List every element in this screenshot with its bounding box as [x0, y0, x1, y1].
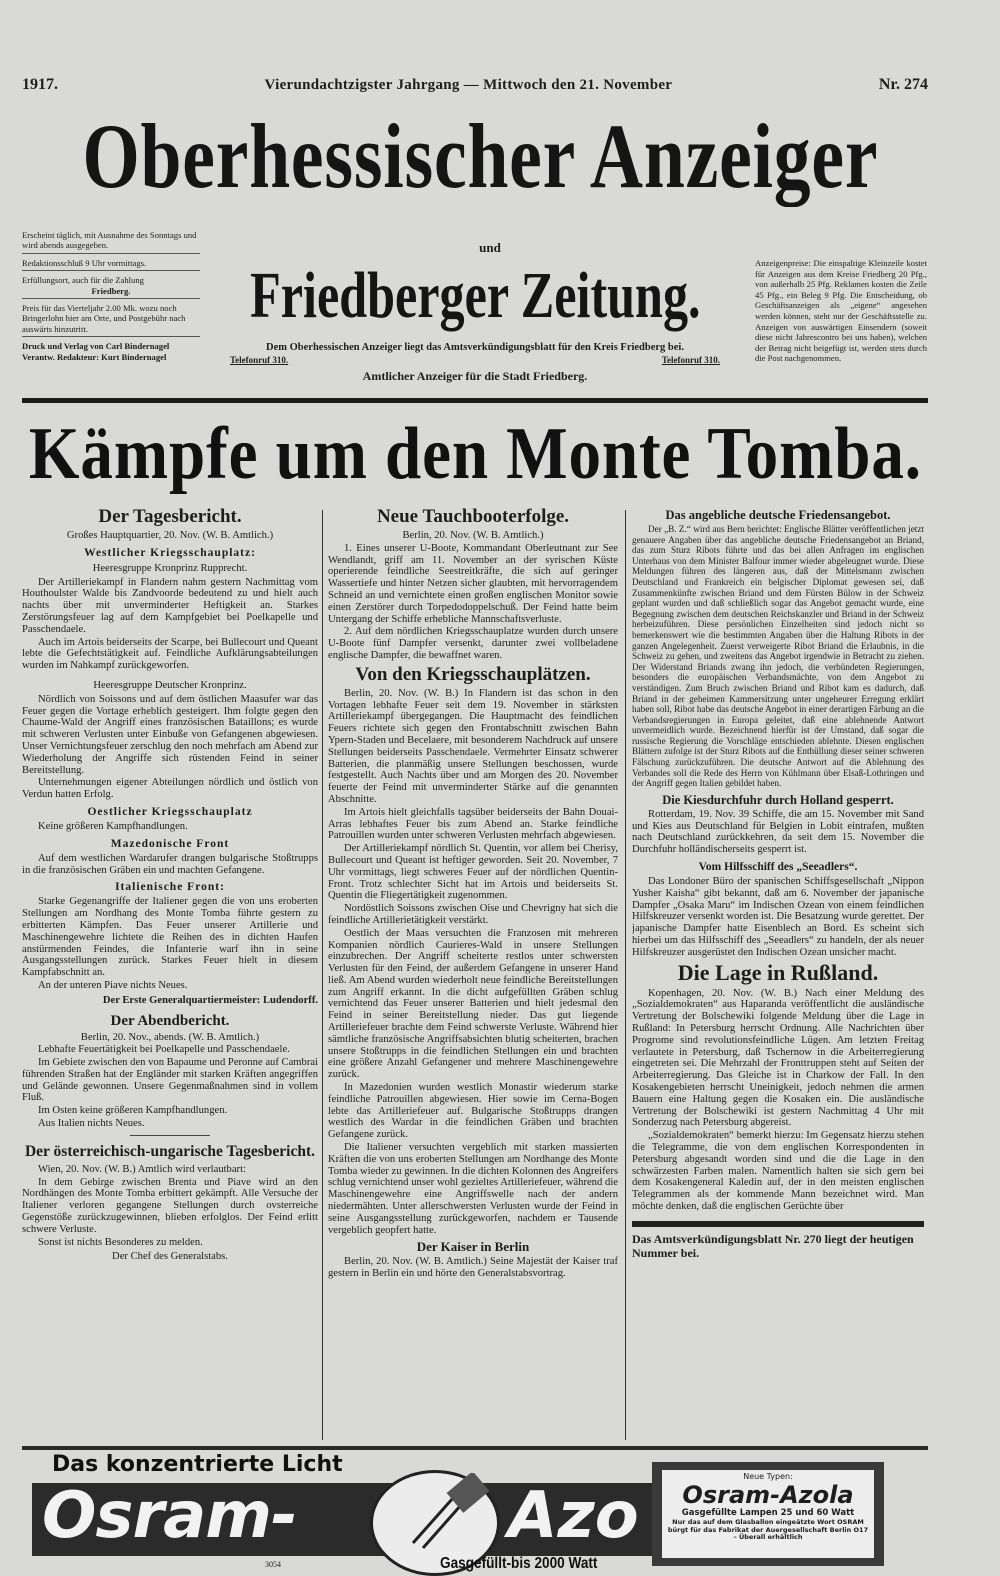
paragraph: Im Artois hielt gleichfalls tagsüber beiderseits der Bahn Douai-Arras lebhaftes Feuer bis zum Abend an. Starke feindliche Patrouillen wurden unter schweren Verlusten mehrfach abgewiesen.: [328, 806, 618, 842]
main-headline-text: Kämpfe um den Monte Tomba.: [28, 413, 922, 495]
ad-brand-osram: Osram-: [42, 1479, 297, 1553]
subsection-heading: Heeresgruppe Kronprinz Rupprecht.: [92, 562, 248, 574]
signature: Der Chef des Generalstabs.: [112, 1251, 228, 1263]
article-dateline: Großes Hauptquartier, 20. Nov. (W. B. Amtlich.): [66, 530, 274, 541]
paragraph: Wien, 20. Nov. (W. B.) Amtlich wird verlautbart:: [38, 1163, 246, 1175]
info-place: [22, 273, 200, 299]
article-title: Der Tagesbericht.: [98, 506, 242, 527]
publication-info: [22, 228, 200, 366]
header-rule: [22, 398, 928, 403]
article-dateline: Berlin, 20. Nov., abends. (W. B. Amtlich.): [80, 1031, 260, 1043]
top-line: [22, 74, 928, 96]
masthead-text: Oberhessischer Anzeiger: [82, 105, 878, 207]
paragraph: Auf dem westlichen Wardarufer drangen bulgarische Stoßtrupps in die französischen Gräben ein und machten Gefangene.: [22, 852, 318, 876]
paragraph: Starke Gegenangriffe der Italiener gegen die von uns eroberten Stellungen am Nordhang des Monte Tomba führte gestern zu erbitterten Kämpfen. Das Feuer unserer Artillerie und Maschinengewehre lichtete die Reihen des in dichten Haufen anstürmenden Feindes, die Infanterie warf ihn in seine Ausgangsstellungen zurück. Starkes Feuer hielt in diesem Kampfabschnitt an.: [22, 896, 318, 979]
ad-azola: Osram-Azola: [682, 1481, 854, 1509]
article-title: Der Kaiser in Berlin: [416, 1239, 530, 1255]
column-divider: [625, 510, 626, 1440]
ad-brand-azo: Azo: [508, 1479, 639, 1553]
paragraph: Nördlich von Soissons und auf dem östlichen Maasufer war das Feuer gegen die Vortage erheblich gesteigert. Ihm folgte gegen den Chaume-Wald der Angriff eines französischen Bataillons; es wurde mit schweren Verlusten unter Einbuße von Gefangenen abgewiesen. Unser Vernichtungsfeuer zerschlug den noch mehrfach am Abend zur Wiederholung der Angriffe sich rüstenden Feind in seiner Bereitstellung.: [22, 693, 318, 776]
main-headline: [22, 408, 928, 500]
article-title: Die Kiesdurchfuhr durch Holland gesperrt.: [662, 792, 894, 807]
masthead-und: und: [479, 240, 501, 255]
signature: Der Erste Generalquartiermeister: Ludendorff.: [102, 994, 318, 1006]
paragraph: Der Artilleriekampf nördlich St. Quentin, vor allem bei Cherisy, Bullecourt und Queant ist heftiger geworden. Seit 20. November, 7 Uhr vormittags, liegt schweres Feuer auf der nördlichen Quentin-Front. Trotz schlechter Sicht hat im Artois und beiderseits St. Quentin die Fliegertätigkeit zugenommen.: [328, 843, 618, 902]
article-title: Der österreichisch-ungarische Tagesbericht.: [24, 1142, 316, 1160]
supplement-note: Dem Oberhessischen Anzeiger liegt das Amtsverkündigungsblatt für den Kreis Friedberg bei.: [266, 342, 684, 353]
article-title: Der Abendbericht.: [110, 1012, 230, 1029]
paragraph: Der Artilleriekampf in Flandern nahm gestern Nachmittag vom Houthoulster Walde bis Zandvoorde bedeutend zu und hielt auch nachts über mit unverminderter Heftigkeit an. Starkes Zerstörungsfeuer lag auf dem Kampfgebiet bei Poelkapelle und Passchendaele.: [22, 576, 318, 635]
issue-number: Nr. 274: [878, 76, 928, 93]
info-publisher: Druck und Verlag von Carl Bindernagel Verantw. Redakteur: Kurt Bindernagel: [22, 341, 170, 362]
paragraph: 1. Eines unserer U-Boote, Kommandant Oberleutnant zur See Wendlandt, griff am 11. November an der syrischen Küste operierende feindliche Seestreitkräfte, die sich auf geringer Wassertiefe und hinter Netzen sicher glaubten, mit hervorragendem Schneid an und vernichtete einen großen englischen Monitor sowie einen Zerstörer durch Torpedodoppelschuß. Der Feind hatte beim Untergang der Schiffe erhebliche Mannschaftsverluste.: [328, 542, 618, 625]
ad-box: [652, 1462, 884, 1566]
column-1: [22, 504, 318, 1444]
subsection-heading: Heeresgruppe Deutscher Kronprinz.: [93, 679, 247, 691]
ad-rule: [22, 1446, 928, 1450]
ad-tagline: Das konzentrierte Licht: [52, 1452, 343, 1477]
info-price: Preis für das Vierteljahr 2.00 Mk. wozu noch Bringerlohn hier am Orte, und Postgebühr nach auswärts hinzutritt.: [22, 301, 200, 337]
masthead-subtitle: [215, 252, 735, 340]
column-divider: [322, 510, 323, 1440]
telephone-row: [230, 354, 720, 366]
article-title: Das angebliche deutsche Friedensangebot.: [665, 508, 891, 522]
paragraph: Aus Italien nichts Neues.: [38, 1118, 145, 1130]
info-place-city: Friedberg.: [91, 285, 131, 296]
article-title: Vom Hilfsschiff des „Seeadlers“.: [698, 861, 858, 874]
paragraph: Das Londoner Büro der spanischen Schiffsgesellschaft „Nippon Yusher Kaisha“ gibt bekannt, daß am 6. November der japanische Dampfer „Osaka Maru“ im Indischen Ozean von einem feindlichen Hilfskreuzer versenkt worden ist. Die Besatzung wurde gerettet. Der japanische Dampfer hatte Eisenblech an Bord. Es scheint sich hierbei um das Hilfsschiff des „Seeadlers“ zu handeln, der als neuer Hilfskreuzer ausgerüstet den Indischen Ozean unsicher macht.: [632, 876, 924, 958]
column-3: [632, 504, 924, 1444]
info-publication: Erscheint täglich, mit Ausnahme des Sonntags und wird abends ausgegeben.: [22, 228, 200, 254]
paragraph: Der „B. Z.“ wird aus Bern berichtet: Englische Blätter veröffentlichen jetzt genauere Angaben über das angebliche deutsche Friedensangebot an Briand, das zum Sturz Ribots führte und das bei allen Anfragen im englischen Unterhaus von dem Minister Balfour immer wieder abgeleugnet wurde. Diese Meldungen führen des längeren aus, daß der Mittelsmann zwischen Deutschland und Frankreich ein belgischer Diplomat gewesen sei, daß Zusammenkünfte zwischen Briand und dem Fürsten Bülow in der Schweiz geplant wurden und daß schließlich sogar das Angebot gemacht wurde, eine Begegnung zwischen dem deutschen Reichskanzler und Briand in der Schweiz herbeizuführen. Diese persönlichen Einzelheiten sind jedoch nicht so bemerkenswert wie die bestimmten Angaben über die Haltung Ribots in der ganzen Angelegenheit. Zuerst verweigerte Ribot Briand die Erlaubnis, in die Schweiz zu gehen, und zweitens das Angebot irgendwie in Betracht zu ziehen. Der Widerstand Briands zwang ihn jedoch, die verbündeten Regierungen, besonders die europäischen Verbandsmächte, von dem Angebot zu verständigen. Zum Bruch zwischen Briand und Ribot kam es dadurch, daß Briand in der geheimen Kammersitzung unter ungeheurer Erregung erklärt haben soll, Ribot habe das deutsche Angebot in einer derartigen Färbung an die Verbandsregierungen in Europa geleitet, daß eine ablehnende Antwort unvermeidlich wurde. Bezeichnend hierfür ist der Umstand, daß sogar die russische Regierung die Vorschläge entschieden ablehnte. Diesen englischen Blättern zufolge ist der Sturz Ribots auf die Enthüllung dieser seiner schweren Fälschung zurückzuführen. Die deutsche Antwort auf die Ablehnung des Verbandes soll die Rede des Herrn von Kühlmann über Elsaß-Lothringen und der Angriff gegen Italien gebildet haben.: [632, 524, 924, 789]
year: 1917.: [22, 76, 58, 93]
paragraph: 2. Auf dem nördlichen Kriegsschauplatze wurden durch unsere U-Boote fünf Dampfer versenkt, darunter zwei vollbeladene englische Dampfer, die bewaffnet waren.: [328, 626, 618, 661]
supplement-note-block: [230, 342, 720, 382]
article-title: Die Lage in Rußland.: [677, 959, 879, 985]
dateline: Vierundachtzigster Jahrgang — Mittwoch den 21. November: [264, 76, 673, 93]
paragraph: Berlin, 20. Nov. (W. B.) In Flandern ist das schon in den Vortagen lebhafte Feuer seit dem 19. November in stärksten Artilleriekampf übergegangen. Die Hauptmacht des feindlichen Feuers richtete sich gegen den Frontabschnitt zwischen Bahn Ypern-Staden und Becelaere, mit besonderem Nachdruck auf unsere Stellungen beiderseits Passchendaele. Vermehrter Einsatz schwerer Batterien, die planmäßig unsere Stellungen beschossen, wurde festgestellt. Auch Nachts über und am Morgen des 20. November feuerte der Feind mit unverminderter Stärke auf die genannten Abschnitte.: [328, 687, 618, 805]
info-deadline: Redaktionsschluß 9 Uhr vormittags.: [22, 256, 200, 271]
ad-prices-info: Anzeigenpreise: Die einspaltige Kleinzeile kostet für Anzeigen aus dem Kreise Friedberg 20 Pfg., von außerhalb 25 Pfg. Reklamen kosten die Zeile 45 Pfg., ein Beleg 9 Pfg. Die Entscheidung, ob Geschäftsanzeigen als „eigene“ angesehen werden können, steht nur der Geschäftsstelle zu. Anzeigen von auswärtigen Einsendern (soweit diese nicht Jahrescontro bei uns haben), welchen der Betrag nicht beigefügt ist, werden stets durch die Post nachgenommen.: [755, 258, 927, 364]
supplement-notice: Das Amtsverkündigungsblatt Nr. 270 liegt der heutigen Nummer bei.: [632, 1221, 924, 1260]
paragraph: In Mazedonien wurden westlich Monastir wiederum starke feindliche Patrouillen abgewiesen. Hier sowie im Cerna-Bogen lebte das Artilleriefeuer auf. Bulgarische Stoßtrupps drangen westlich des Wardar in die feindlichen Gräben und brachten Gefangene zurück.: [328, 1082, 618, 1141]
paragraph: Berlin, 20. Nov. (W. B. Amtlich.) Seine Majestät der Kaiser traf gestern in Berlin ein und hörte den Generalstabsvortrag.: [328, 1256, 618, 1280]
telephone-left: Telefonruf 310.: [230, 355, 289, 365]
paragraph: Kopenhagen, 20. Nov. (W. B.) Nach einer Meldung des „Sozialdemokraten“ aus Haparanda veröffentlicht die ausländische Vertretung der Bolschewiki folgende Meldung über die Lage in Rußland: In Petersburg herrscht Ordnung. Alle Nachrichten über Progrome sind revolutionsfeindliche Lügen. Am letzten Freitag verlautete in Petersburg, daß Tschernow in die Arbeiterregierung eingetreten sei. Die Mehrzahl der Fronttruppen steht auf Seiten der Arbeiterregierung. Das Gleiche ist in Charkow der Fall. In den Kosakengebieten herrscht Uneinigkeit, jedoch nehmen die armen Bauern eine Haltung gegen die Kosaken ein. Die ausländische Vertretung der Bolschewiki ist gestern Nachmittag 4 Uhr mit Sonderzug nach Petersburg abgereist.: [632, 987, 924, 1129]
paragraph: Lebhafte Feuertätigkeit bei Poelkapelle und Passchendaele.: [38, 1044, 290, 1056]
paragraph: Im Osten keine größeren Kampfhandlungen.: [38, 1105, 228, 1117]
section-heading: Mazedonische Front: [110, 837, 230, 850]
paragraph: Rotterdam, 19. Nov. 39 Schiffe, die am 15. November mit Sand und Kies aus Deutschland für Belgien in Lobit eintrafen, mußten nach Deutschland zurückkehren, da seit dem 15. November die Durchfuhr holländischerseits gesperrt ist.: [632, 808, 924, 856]
info-place-label: Erfüllungsort, auch für die Zahlung: [22, 275, 144, 286]
official-note: Amtlicher Anzeiger für die Stadt Friedberg.: [362, 369, 588, 383]
paragraph: Nordöstlich Soissons zwischen Oise und Chevrigny hat sich die feindliche Artillerietätigkeit verstärkt.: [328, 903, 618, 926]
paragraph: Im Gebiete zwischen den von Bapaume und Peronne auf Cambrai führenden Straßen hat der Engländer mit starken Kräften angegriffen und Gelände gewonnen. Unsere Gegenmaßnahmen sind in vollem Fluß.: [22, 1057, 318, 1104]
article-dateline: Berlin, 20. Nov. (W. B. Amtlich.): [402, 530, 544, 541]
ad-lamps: Gasgefüllte Lampen 25 und 60 Watt: [681, 1508, 855, 1518]
paragraph: An der unteren Piave nichts Neues.: [38, 979, 188, 991]
paragraph: Auch im Artois beiderseits der Scarpe, bei Bullecourt und Queant lebte die Gefechtstätigkeit auf. Feindliche Aufklärungsabteilungen wurden im Nahkampf zurückgeworfen.: [22, 636, 318, 672]
article-title: Neue Tauchbooterfolge.: [376, 506, 570, 527]
masthead-subtitle-text: Friedberger Zeitung.: [249, 259, 701, 332]
divider: [130, 1135, 210, 1136]
paragraph: Unternehmungen eigener Abteilungen nördlich und östlich von Verdun hatten Erfolg.: [22, 777, 318, 801]
paragraph: Sonst ist nichts Besonderes zu melden.: [38, 1236, 203, 1248]
ad-fineprint: Nur das auf dem Glasballon eingeätzte Wort OSRAM bürgt für das Fabrikat der Auergesellschaft Berlin O17 – Überall erhältlich: [667, 1518, 869, 1541]
ad-new-types: Neue Typen:: [743, 1472, 793, 1481]
ad-box-inner: [662, 1470, 874, 1558]
paragraph: Keine größeren Kampfhandlungen.: [38, 820, 188, 832]
section-heading: Italienische Front:: [115, 881, 225, 894]
paragraph: Die Italiener versuchten vergeblich mit starken massierten Kräften die von uns eroberten Stellungen am Nordhange des Monte Tomba wieder zu gewinnen. In die dichten Kolonnen des Angreifers schlug vernichtend unser wohl gezieltes Artilleriefeuer, während die Maschinengewehre eine Angriffswelle nach der andern niedermähten. Unter allerschwersten Verlusten wurde der Feind in seine Ausgangsstellung zurückgeworfen, nachdem er Tausende vergeblich geopfert hatte.: [328, 1142, 618, 1236]
paragraph: „Sozialdemokraten“ bemerkt hierzu: Im Gegensatz hierzu stehen die Telegramme, die von dem englischen Korrespondenten in Petersburg abgesandt worden sind und die die Lage in den schwärzesten Farben malen. Namentlich halten sie sich gern bei dem Kosakengeneral Kaledin auf, der in den meisten englischen Telegrammen als der kommende Mann bezeichnet wird. Man möchte denken, daß die englischen Gerüchte über: [632, 1130, 924, 1212]
telephone-right: Telefonruf 310.: [661, 355, 720, 365]
masthead: [30, 96, 930, 216]
column-2: [328, 504, 618, 1444]
paragraph: In dem Gebirge zwischen Brenta und Piave wird an den Nordhängen des Monte Tomba erbittert gekämpft. Alle Versuche der Italiener verloren gegangene Stellungen durch ovsterreiche Gegenstöße zurückzugewinnen, blieben erfolglos. Der Feind erlitt schwere Verluste.: [22, 1176, 318, 1235]
paragraph: Oestlich der Maas versuchten die Franzosen mit mehreren Kompanien nördlich Caurieres-Wald in unsere Stellungen einzubrechen. Der Angriff scheiterte restlos unter schwersten Verlusten für den Feind, der außerdem Gefangene in unserer Hand ließ. Am Abend wurden wiederholt neue feindliche Bereitstellungen zum Angriff erkannt. In die dicht aufgefüllten Gräben schlug vernichtend das Feuer unserer Batterien und hielt jedesmal den Feind in seiner Bereitstellung nieder. Das gut liegende Artilleriefeuer brachte dem Feind schwerste Verluste. Während hier sämtliche französische Angriffsabsichten blutig scheiterten, brachen unsere Stoßtrupps in die feindlichen Stellungen ein und brachten eine größere Anzahl Gefangener und mehrere Maschinengewehre zurück.: [328, 927, 618, 1081]
ad-code: 3054: [265, 1560, 281, 1569]
article-title: Von den Kriegsschauplätzen.: [355, 663, 591, 685]
section-heading: Westlicher Kriegsschauplatz:: [84, 546, 256, 559]
ad-wattage: Gasgefüllt-bis 2000 Watt: [440, 1555, 598, 1572]
section-heading: Oestlicher Kriegsschauplatz: [87, 805, 253, 818]
